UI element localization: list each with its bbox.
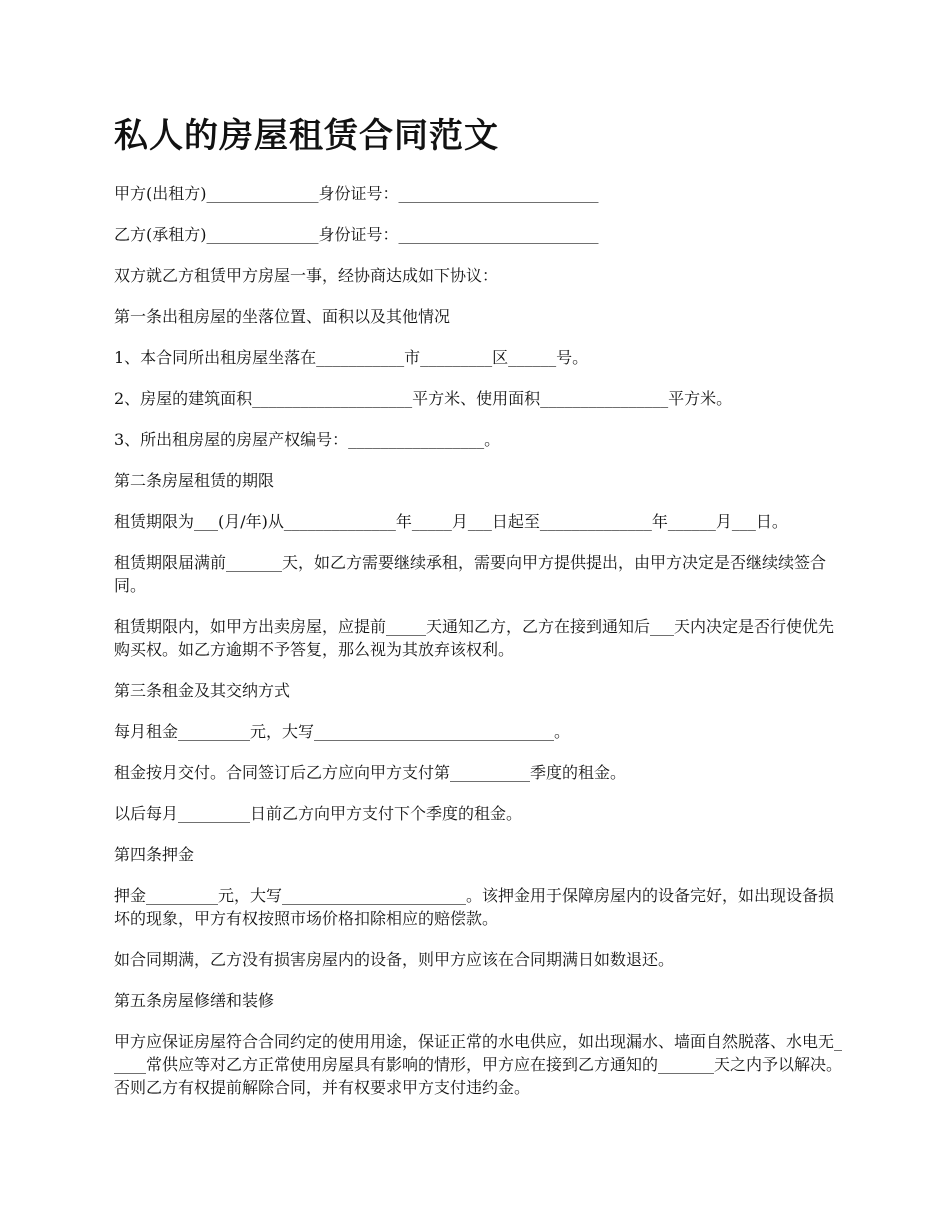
lease-sale-notice: 租赁期限内，如甲方出卖房屋，应提前_____天通知乙方，乙方在接到通知后___天内决定是否行使优先购买权。如乙方逾期不予答复，那么视为其放弃该权利。 [114, 617, 835, 659]
repair-obligation: 甲方应保证房屋符合合同约定的使用用途，保证正常的水电供应，如出现漏水、墙面自然脱落、水电无_____常供应等对乙方正常使用房屋具有影响的情形，甲方应在接到乙方通知的_______天之内予以解决。否则乙方有权提前解除合同，并有权要求甲方支付违约金。 [114, 1032, 843, 1097]
lease-renewal: 租赁期限届满前_______天，如乙方需要继续承租，需要向甲方提供提出，由甲方决定是否继续续签合同。 [114, 553, 827, 595]
article-4-heading: 第四条押金 [114, 845, 195, 864]
article-1-item-2: 2、房屋的建筑面积____________________平方米、使用面积________________平方米。 [114, 389, 733, 408]
document-title: 私人的房屋租赁合同范文 [114, 116, 499, 156]
article-1-item-3: 3、所出租房屋的房屋产权编号：_________________。 [114, 430, 501, 449]
article-5-heading: 第五条房屋修缮和装修 [114, 991, 275, 1010]
monthly-rent: 每月租金_________元，大写______________________________。 [114, 722, 571, 741]
article-3-heading: 第三条租金及其交纳方式 [114, 681, 291, 700]
article-1-item-1: 1、本合同所出租房屋坐落在___________市_________区______号。 [114, 348, 589, 367]
deposit-refund: 如合同期满，乙方没有损害房屋内的设备，则甲方应该在合同期满日如数退还。 [114, 950, 675, 969]
party-a-line: 甲方(出租方)______________身份证号：_________________________ [114, 184, 599, 203]
deposit-amount: 押金_________元，大写_______________________。该押金用于保障房屋内的设备完好，如出现设备损坏的现象，甲方有权按照市场价格扣除相应的赔偿款。 [114, 886, 835, 928]
party-b-line: 乙方(承租方)______________身份证号：_________________________ [114, 225, 599, 244]
agreement-intro: 双方就乙方租赁甲方房屋一事，经协商达成如下协议： [114, 266, 499, 285]
document-page [114, 112, 844, 1117]
lease-term: 租赁期限为___(月/年)从______________年_____月___日起至______________年______月___日。 [114, 512, 788, 531]
rent-payment: 租金按月交付。合同签订后乙方应向甲方支付第__________季度的租金。 [114, 763, 627, 782]
article-2-heading: 第二条房屋租赁的期限 [114, 471, 275, 490]
rent-schedule: 以后每月_________日前乙方向甲方支付下个季度的租金。 [114, 804, 523, 823]
article-1-heading: 第一条出租房屋的坐落位置、面积以及其他情况 [114, 307, 451, 326]
